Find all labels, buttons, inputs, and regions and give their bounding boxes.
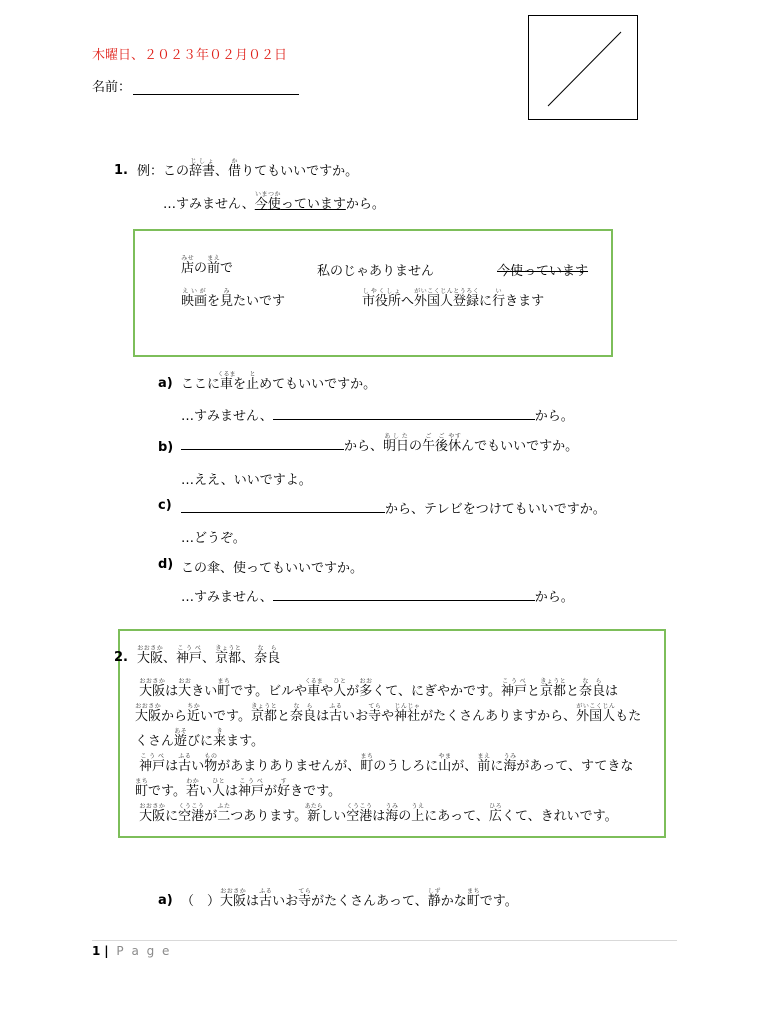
item-d-question: この傘、使ってもいいですか。 — [181, 561, 364, 576]
example-answer-underlined: 今いま使つかっています — [254, 191, 346, 212]
item-d-blank[interactable] — [273, 588, 535, 601]
page-number: 1 — [92, 944, 101, 958]
item-b-question: から、明日あしたの午後ごご休やすんでもいいですか。 — [181, 433, 578, 454]
q2-item-a-label: a) — [158, 893, 173, 908]
item-c-answer: …どうぞ。 — [181, 531, 246, 546]
item-d-label: d) — [158, 557, 174, 572]
example-answer-suffix: から。 — [345, 197, 385, 212]
choice-3-used: 今使っています — [497, 264, 589, 279]
page-label: P a g e — [116, 944, 172, 958]
item-a-answer-suffix: から。 — [534, 409, 574, 424]
passage-line-6: 大阪おおさかに空港くうこうが二ふたつあります。新あたらしい空港くうこうは海うみの上うえにあって、広ひろくて、きれいです。 — [139, 803, 618, 824]
q1-example-question: 例：この辞書じしょ、借かりてもいいですか。 — [137, 158, 359, 179]
item-b-answer: …ええ、いいですよ。 — [181, 473, 312, 488]
item-a-blank[interactable] — [273, 407, 535, 420]
q2-item-a-paren[interactable]: （ ） — [181, 894, 221, 909]
passage-line-5: 町まちです。若わかい人ひとは神戸こうべが好すきです。 — [135, 778, 342, 799]
item-a-label: a) — [158, 376, 173, 391]
choice-5: 市役所しやくしょへ外国人登録がいこくじんとうろくに行いきます — [362, 288, 545, 309]
item-b-label: b) — [158, 440, 174, 455]
passage-line-3: くさん遊あそびに来きます。 — [135, 728, 265, 749]
item-b-blank[interactable] — [181, 437, 344, 450]
q2-title: 大阪おおさか、神戸こうべ、京都きょうと、奈良なら — [137, 645, 281, 666]
item-a-question: ここに車くるまを止とめてもいいですか。 — [181, 371, 377, 392]
q1-example-answer — [163, 191, 385, 212]
item-c-label: c) — [158, 498, 172, 513]
item-a-answer-prefix: …すみません、 — [181, 409, 273, 424]
choice-1: 店みせの前まえで — [181, 255, 234, 276]
choice-4: 映画えいがを見みたいです — [181, 288, 286, 309]
choice-2: 私のじゃありません — [317, 264, 435, 279]
item-d-answer-suffix: から。 — [534, 590, 574, 605]
item-d-answer-prefix: …すみません、 — [181, 590, 273, 605]
name-blank[interactable] — [133, 80, 299, 95]
name-line — [92, 76, 299, 95]
page-footer — [92, 944, 171, 958]
item-c-question-suffix: から、テレビをつけてもいいですか。 — [385, 502, 606, 517]
page-separator: | — [104, 944, 109, 958]
stamp-box — [528, 15, 638, 120]
q2-item-a-statement: （ ）大阪おおさかは古ふるいお寺てらがたくさんあって、静しずかな町まちです。 — [181, 888, 518, 909]
passage-line-4: 神戸こうべは古ふるい物ものがあまりありませんが、町まちのうしろに山やまが、前まえに海うみがあって、すてきな — [139, 753, 634, 774]
date-line: 木曜日、２０２３年０２月０２日 — [92, 48, 288, 63]
example-answer-prefix: …すみません、 — [163, 197, 255, 212]
reading-passage — [135, 678, 675, 828]
passage-line-2: 大阪おおさかから近ちかいです。京都きょうとと奈良ならは古ふるいお寺てらや神社じんじゃがたくさんありますから、外国人がいこくじんもた — [135, 703, 642, 724]
item-a-answer — [181, 405, 574, 424]
item-c-question — [181, 498, 606, 517]
footer-divider — [92, 940, 677, 941]
passage-line-1: 大阪おおさかは大おおきい町まちです。ビルや車くるまや人ひとが多おおくて、にぎやかです。神戸こうべと京都きょうとと奈良ならは — [139, 678, 619, 699]
name-label: 名前： — [92, 80, 132, 95]
slash-mark — [529, 16, 637, 119]
q1-number: 1. — [114, 163, 128, 178]
q2-number: 2. — [114, 650, 128, 665]
item-d-answer — [181, 586, 574, 605]
item-c-blank[interactable] — [181, 500, 385, 513]
